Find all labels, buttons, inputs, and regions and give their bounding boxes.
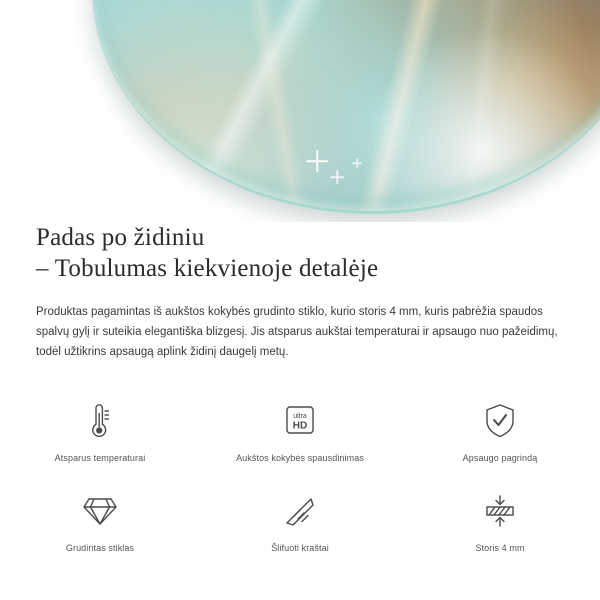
headline-line-2: – Tobulumas kiekvienoje detalėje (36, 255, 379, 282)
hero-image (0, 0, 600, 222)
body-paragraph: Produktas pagamintas iš aukštos kokybės grudinto stiklo, kurio storis 4 mm, kuris pabrėžia spaudos spalvų gylį ir suteikia elegantiška blizgesį. Jis atsparus aukštai temperaturai ir apsaugo nuo pažeidimų, todėl užtikrins apsaugą aplink židinį daugelį metų. (36, 306, 558, 358)
feature-grid (0, 395, 600, 553)
feature-item-thickness (400, 485, 600, 553)
headline-line-1: Padas po židiniu (36, 224, 205, 251)
feature-item-polished-edges (200, 485, 400, 553)
shield-check-icon (474, 395, 526, 447)
diamond-icon (74, 485, 126, 537)
feature-label: Aukštos kokybės spausdinimas (236, 453, 364, 463)
svg-text:HD: HD (292, 420, 308, 432)
feature-item-surface-protection (400, 395, 600, 463)
feature-item-temperature (0, 395, 200, 463)
feature-label: Apsaugo pagrindą (462, 453, 538, 463)
thickness-icon (474, 485, 526, 537)
feature-label: Grudintas stiklas (65, 543, 135, 553)
svg-text:ultra: ultra (293, 413, 307, 420)
page-title (0, 222, 600, 284)
feature-item-print-quality (200, 395, 400, 463)
ultra-hd-icon (274, 395, 326, 447)
feature-label: Atsparus temperaturai (54, 453, 146, 463)
feature-item-tempered-glass (0, 485, 200, 553)
thermometer-icon (74, 395, 126, 447)
glass-pad-graphic (92, 0, 600, 214)
text-content (0, 222, 600, 362)
feature-label: Šlifuoti kraštai (271, 543, 329, 553)
polished-edge-icon (274, 485, 326, 537)
feature-label: Storis 4 mm (475, 543, 525, 553)
